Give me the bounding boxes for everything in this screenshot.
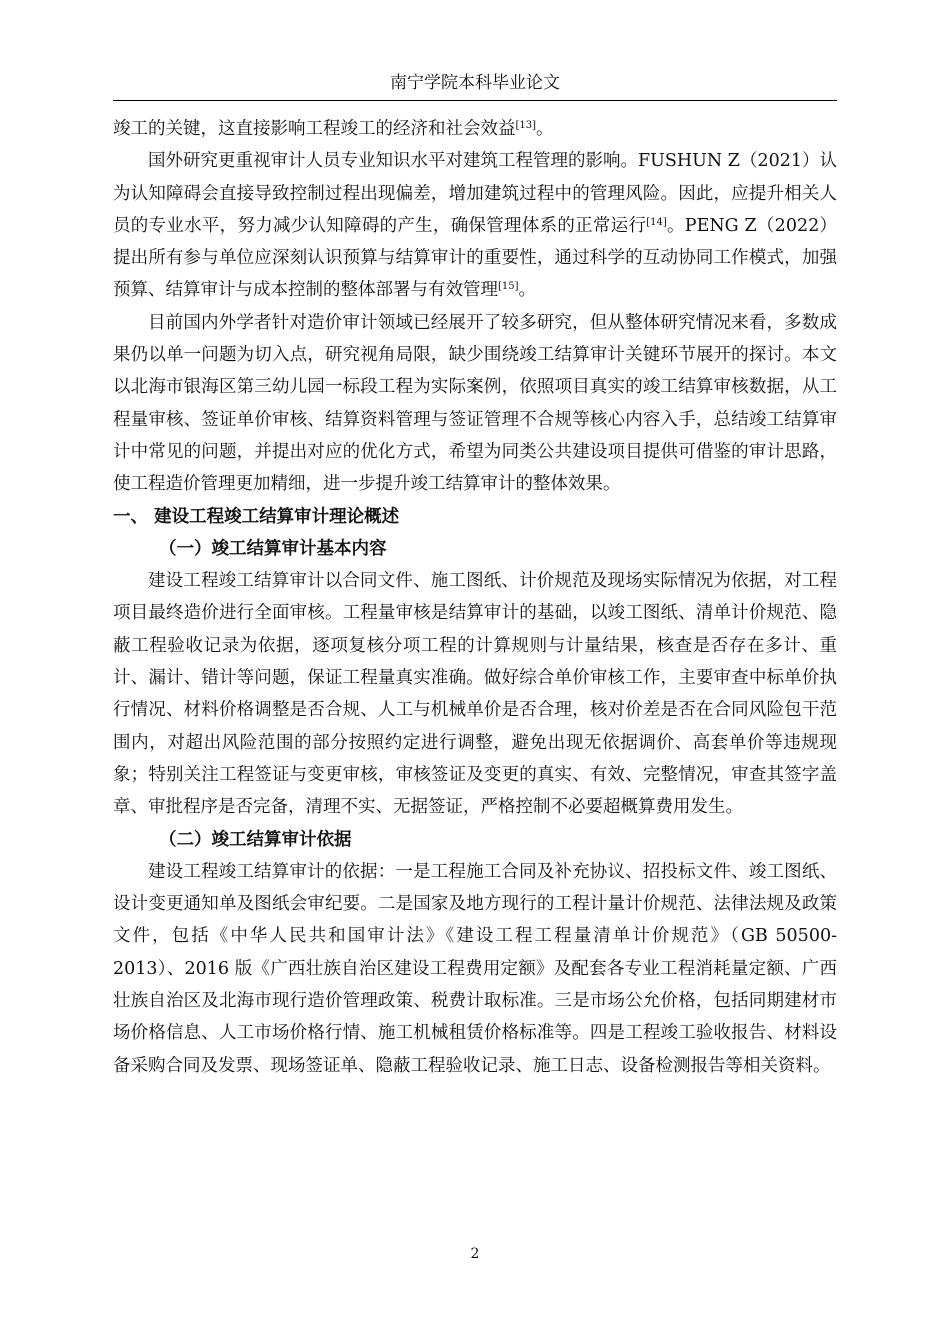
paragraph-text: 。 <box>536 119 554 139</box>
header-divider <box>113 100 837 101</box>
page-number: 2 <box>470 1246 480 1262</box>
paragraph-text: 竣工的关键，这直接影响工程竣工的经济和社会效益 <box>113 119 516 139</box>
paragraph-text: 。 <box>518 280 537 301</box>
page-header-title: 南宁学院本科毕业论文 <box>390 73 560 93</box>
paragraph-research-summary: 目前国内外学者针对造价审计领域已经展开了较多研究，但从整体研究情况来看，多数成果仍以单一问题为切入点，研究视角局限，缺少围绕竣工结算审计关键环节展开的探讨。本文以北海市银海区第三幼儿园一标段工程为实际案例，依照项目真实的竣工结算审核数据，从工程量审核、签证单价审核、结算资料管理与签证管理不合规等核心内容入手，总结竣工结算审计中常见的问题，并提出对应的优化方式，希望为同类公共建设项目提供可借鉴的审计思路，使工程造价管理更加精细，进一步提升竣工结算审计的整体效果。 <box>113 312 837 495</box>
paragraph-foreign-research <box>113 145 837 306</box>
paragraph-audit-basis: 建设工程竣工结算审计的依据：一是工程施工合同及补充协议、招投标文件、竣工图纸、设计变更通知单及图纸会审纪要。二是国家及地方现行的工程计量计价规范、法律法规及政策文件，包括《中华人民共和国审计法》《建设工程工程量清单计价规范》（GB 50500-2013）、2016 版《广西壮族自治区建设工程费用定额》及配套各专业工程消耗量定额、广西壮族自治区及北海市现行造价管理政策、税费计取标准。三是市场公允价格，包括同期建材市场价格信息、人工市场价格行情、施工机械租赁价格标准等。四是工程竣工验收报告、材料设备采购合同及发票、现场签证单、隐蔽工程验收记录、施工日志、设备检测报告等相关资料。 <box>113 861 837 1076</box>
paragraph-text: 。PENG Z（2022）提出所有参与单位应深刻认识预算与结算审计的重要性，通过科学的互动协同工作模式，加强预算、结算审计与成本控制的整体部署与有效管理 <box>113 215 837 301</box>
page-body <box>113 113 837 1082</box>
paragraph-continuation <box>113 113 837 145</box>
paragraph-basic-content: 建设工程竣工结算审计以合同文件、施工图纸、计价规范及现场实际情况为依据，对工程项目最终造价进行全面审核。工程量审核是结算审计的基础，以竣工图纸、清单计价规范、隐蔽工程验收记录为依据，逐项复核分项工程的计算规则与计量结果，核查是否存在多计、重计、漏计、错计等问题，保证工程量真实准确。做好综合单价审核工作，主要审查中标单价执行情况、材料价格调整是否合规、人工与机械单价是否合理，核对价差是否在合同风险包干范围内，对超出风险范围的部分按照约定进行调整，避免出现无依据调价、高套单价等违规现象；特别关注工程签证与变更审核，审核签证及变更的真实、有效、完整情况，审查其签字盖章、审批程序是否完备，清理不实、无据签证，严格控制不必要超概算费用发生。 <box>113 571 837 818</box>
citation-ref: [15] <box>498 281 519 293</box>
section-heading: 一、 建设工程竣工结算审计理论概述 <box>113 506 400 527</box>
subsection-heading: （一）竣工结算审计基本内容 <box>159 538 387 559</box>
subsection-heading: （二）竣工结算审计依据 <box>159 829 352 850</box>
paragraph-text: 国外研究更重视审计人员专业知识水平对建筑工程管理的影响。FUSHUN Z（2021）认为认知障碍会直接导致控制过程出现偏差，增加建筑过程中的管理风险。因此，应提升相关人员的专业水平，努力减少认知障碍的产生，确保管理体系的正常运行 <box>113 151 837 236</box>
citation-ref: [13] <box>515 120 537 131</box>
citation-ref: [14] <box>646 216 667 228</box>
